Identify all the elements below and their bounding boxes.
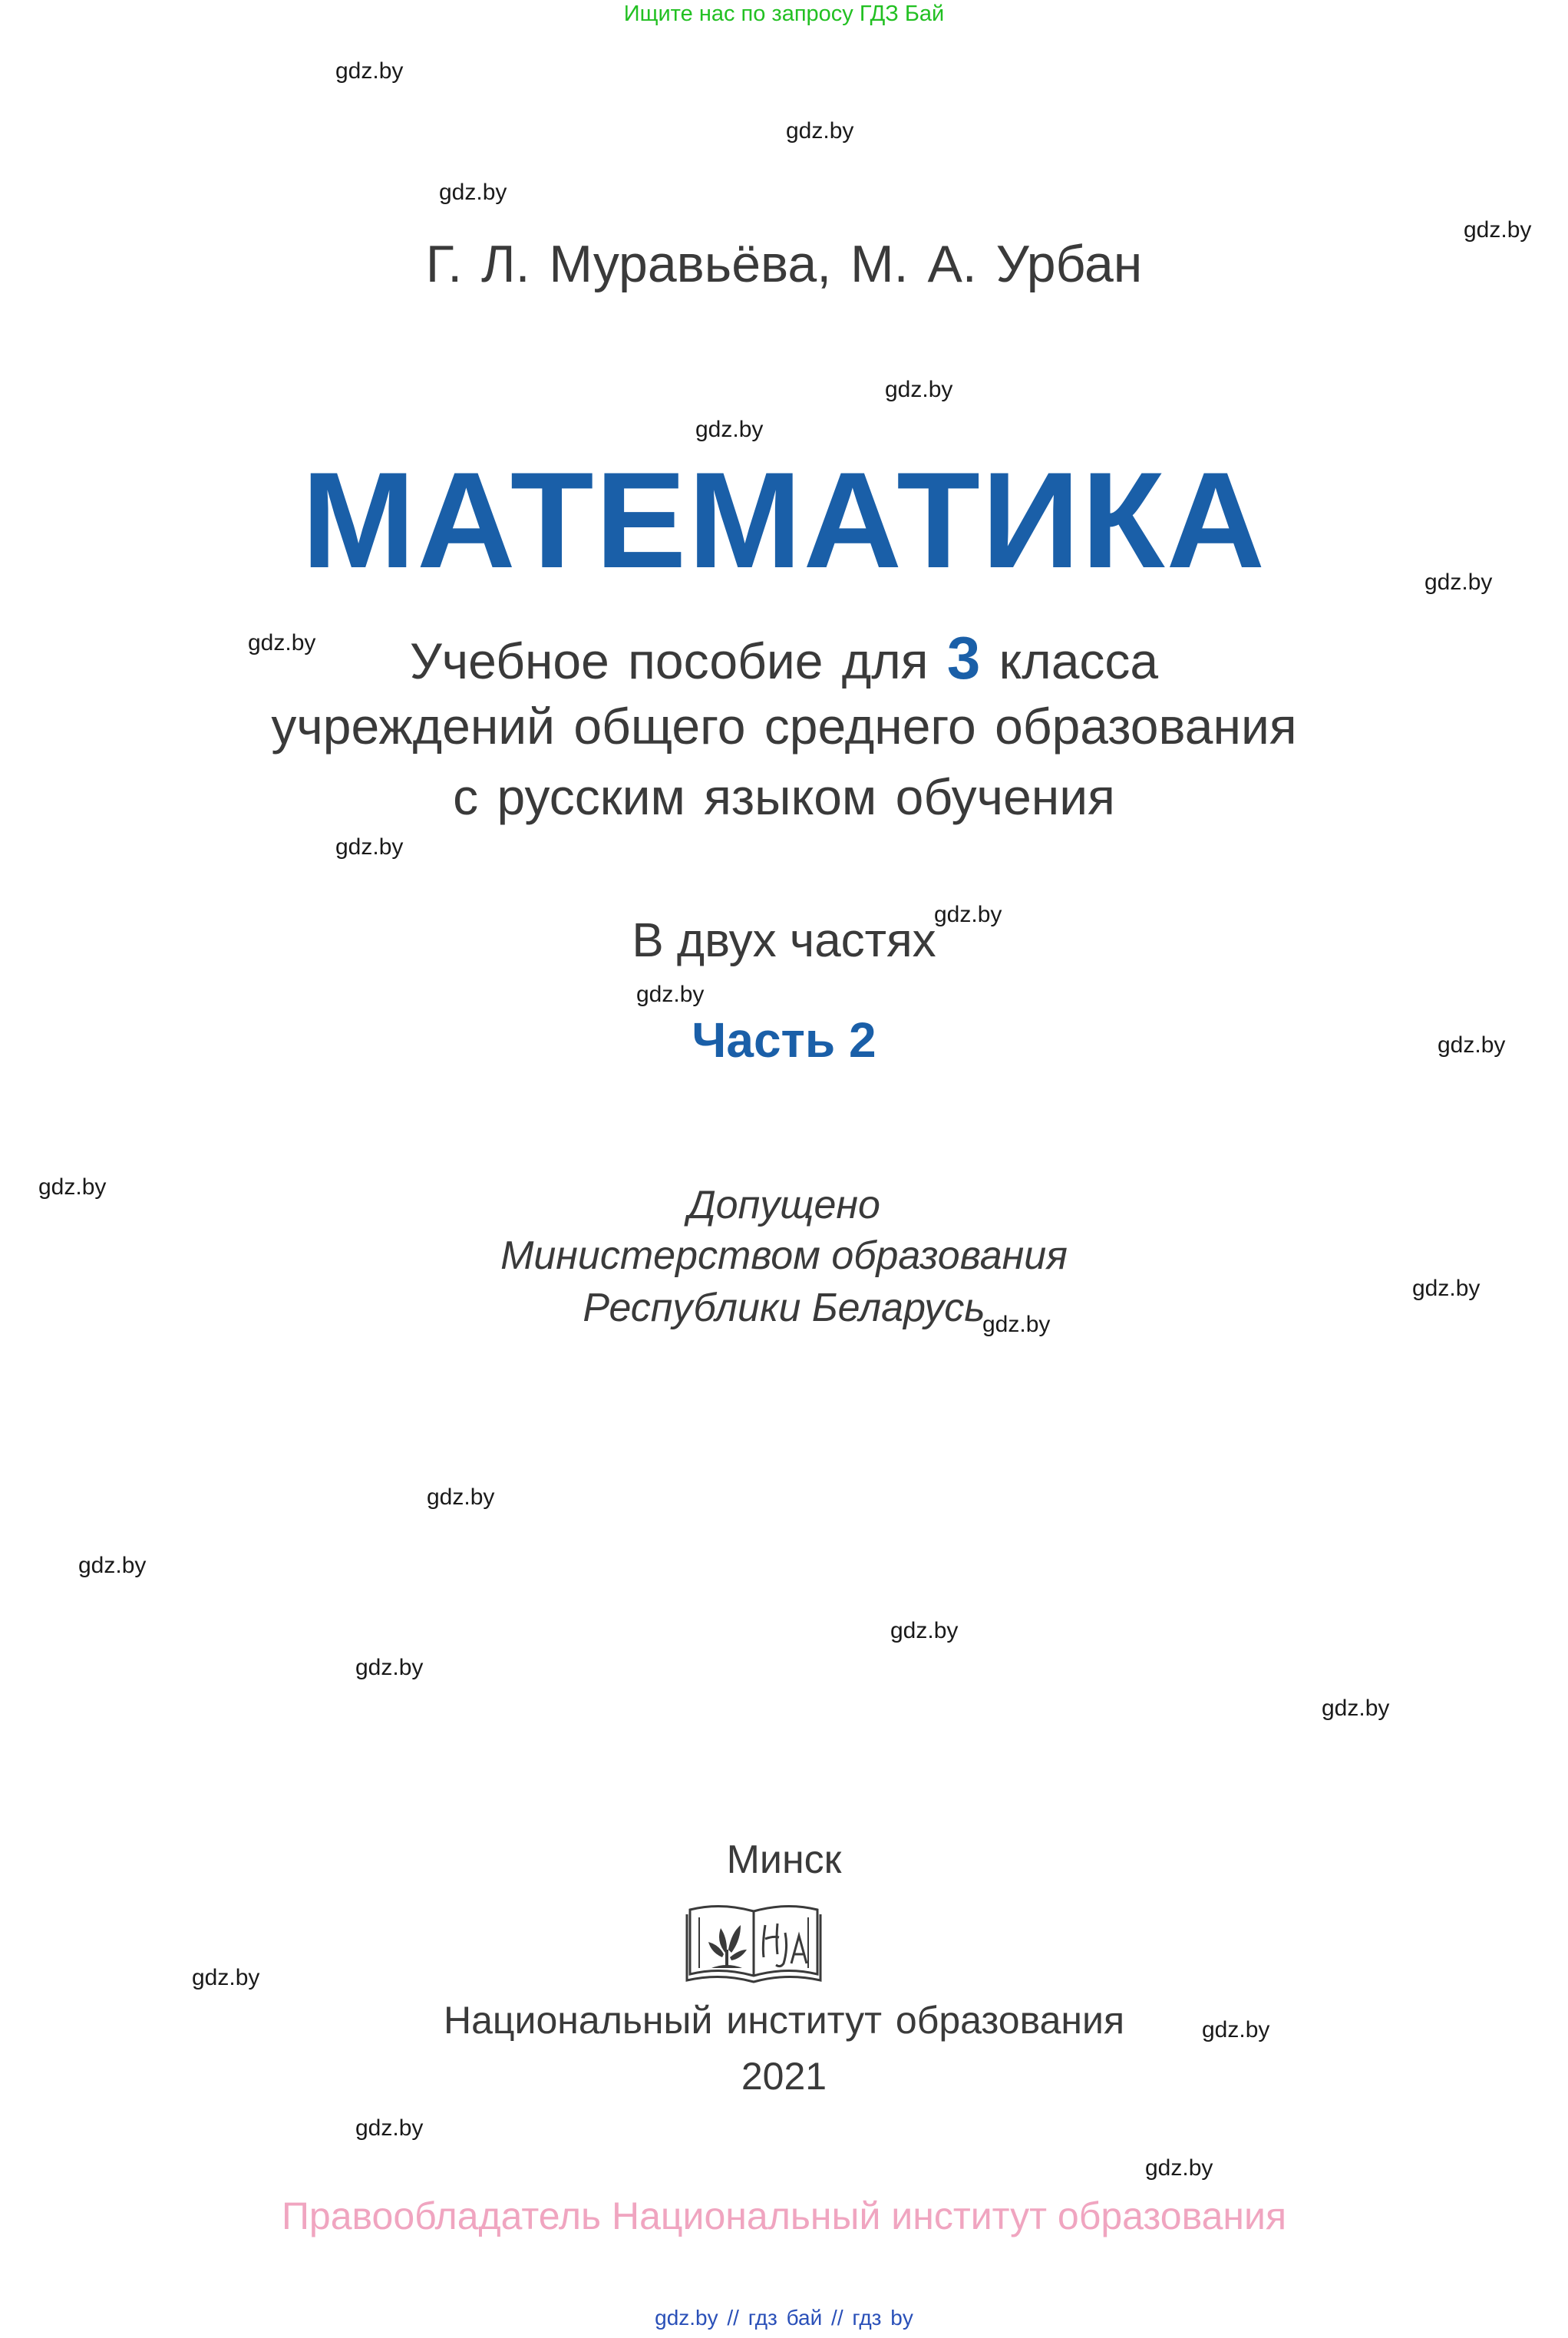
subtitle-line-3: с русским языком обучения (453, 768, 1115, 825)
watermark: gdz.by (695, 417, 764, 442)
watermark: gdz.by (636, 982, 705, 1007)
publication-year: 2021 (741, 2055, 827, 2098)
authors: Г. Л. Муравьёва, М. А. Урбан (425, 235, 1143, 293)
book-title: МАТЕМАТИКА (301, 444, 1267, 596)
watermark: gdz.by (885, 377, 953, 402)
watermark: gdz.by (1145, 2155, 1213, 2181)
watermark: gdz.by (1464, 217, 1532, 243)
watermark: gdz.by (335, 834, 404, 860)
watermark: gdz.by (890, 1618, 959, 1643)
watermark: gdz.by (38, 1174, 107, 1200)
subtitle-before-grade: Учебное пособие для (409, 632, 929, 689)
watermark: gdz.by (786, 118, 854, 144)
watermark: gdz.by (982, 1312, 1051, 1337)
watermark: gdz.by (1438, 1032, 1506, 1058)
parts-count: В двух частях (632, 914, 936, 967)
watermark: gdz.by (439, 180, 507, 205)
watermark: gdz.by (192, 1965, 260, 1990)
watermark: gdz.by (248, 630, 316, 655)
copyright-notice: Правообладатель Национальный институт образования (281, 2194, 1287, 2237)
watermark: gdz.by (427, 1484, 495, 1510)
part-number: Часть 2 (692, 1012, 876, 1068)
watermark: gdz.by (1202, 2017, 1270, 2042)
grade-number: 3 (946, 624, 981, 692)
top-banner: Ищите нас по запросу ГДЗ Бай (623, 2, 945, 26)
city: Минск (726, 1838, 842, 1882)
subtitle-line-1 (0, 623, 1568, 693)
watermark: gdz.by (1424, 570, 1493, 595)
subtitle-after-grade: класса (999, 632, 1159, 689)
watermark: gdz.by (1322, 1696, 1390, 1721)
watermark: gdz.by (78, 1553, 147, 1578)
approval-line-1: Допущено (688, 1183, 880, 1227)
publisher-name: Национальный институт образования (443, 1999, 1125, 2042)
watermark: gdz.by (934, 902, 1002, 927)
approval-line-2: Министерством образования (500, 1233, 1068, 1278)
open-book-logo (685, 1899, 822, 1985)
watermark: gdz.by (335, 58, 404, 84)
watermark: gdz.by (1412, 1276, 1481, 1301)
approval-line-3: Республики Беларусь (583, 1286, 985, 1330)
footer-links: gdz.by // гдз бай // гдз by (655, 2306, 913, 2330)
subtitle-line-2: учреждений общего среднего образования (271, 698, 1297, 755)
watermark: gdz.by (355, 1655, 424, 1680)
watermark: gdz.by (355, 2115, 424, 2141)
